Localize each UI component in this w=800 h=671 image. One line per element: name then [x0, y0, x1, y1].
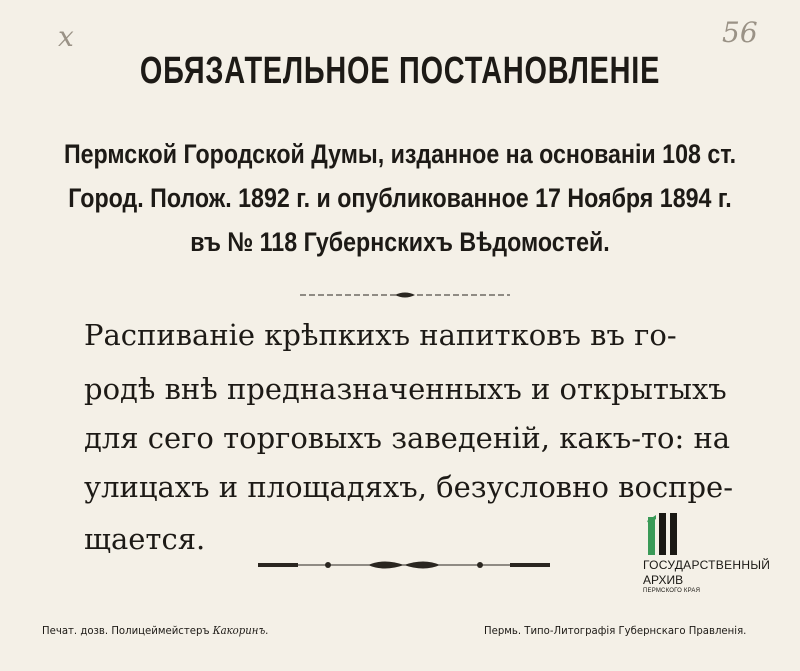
body-line-1: Распиваніе крѣпкихъ напитковъ въ го-	[84, 318, 677, 352]
body-line-3: для сего торговыхъ заведеній, какъ-то: на	[84, 421, 731, 455]
footer-censor-name: Какоринъ.	[212, 624, 269, 637]
top-divider-ornament	[300, 290, 510, 300]
subtitle-line-1: Пермской Городской Думы, изданное на основаніи 108 ст.	[63, 139, 737, 169]
archive-emblem-icon	[646, 511, 680, 555]
archive-logo	[640, 511, 790, 599]
logo-text-line-3: ПЕРМСКОГО КРАЯ	[643, 588, 701, 594]
handwritten-mark: х	[58, 20, 74, 53]
document-title: ОБЯЗАТЕЛЬНОЕ ПОСТАНОВЛЕНІЕ	[139, 50, 661, 92]
footer-censor-note	[42, 624, 268, 637]
logo-text-line-2: АРХИВ	[643, 573, 684, 587]
page-number-handwritten: 56	[722, 16, 758, 49]
body-line-2: родѣ внѣ предназначенныхъ и открытыхъ	[84, 372, 727, 406]
bottom-divider-ornament	[258, 558, 550, 572]
footer-printer-note: Пермь. Типо-Литографія Губернскаго Правленія.	[484, 624, 747, 637]
body-line-4: улицахъ и площадяхъ, безусловно воспре-	[84, 470, 734, 504]
logo-text-line-1: ГОСУДАРСТВЕННЫЙ	[643, 558, 771, 572]
body-line-5: щается.	[84, 522, 206, 556]
subtitle-line-3: въ № 118 Губернскихъ Вѣдомостей.	[190, 227, 610, 257]
subtitle-line-2: Город. Полож. 1892 г. и опубликованное 17 Ноября 1894 г.	[68, 183, 732, 213]
footer-censor-prefix: Печат. дозв. Полицеймейстеръ	[42, 624, 210, 637]
